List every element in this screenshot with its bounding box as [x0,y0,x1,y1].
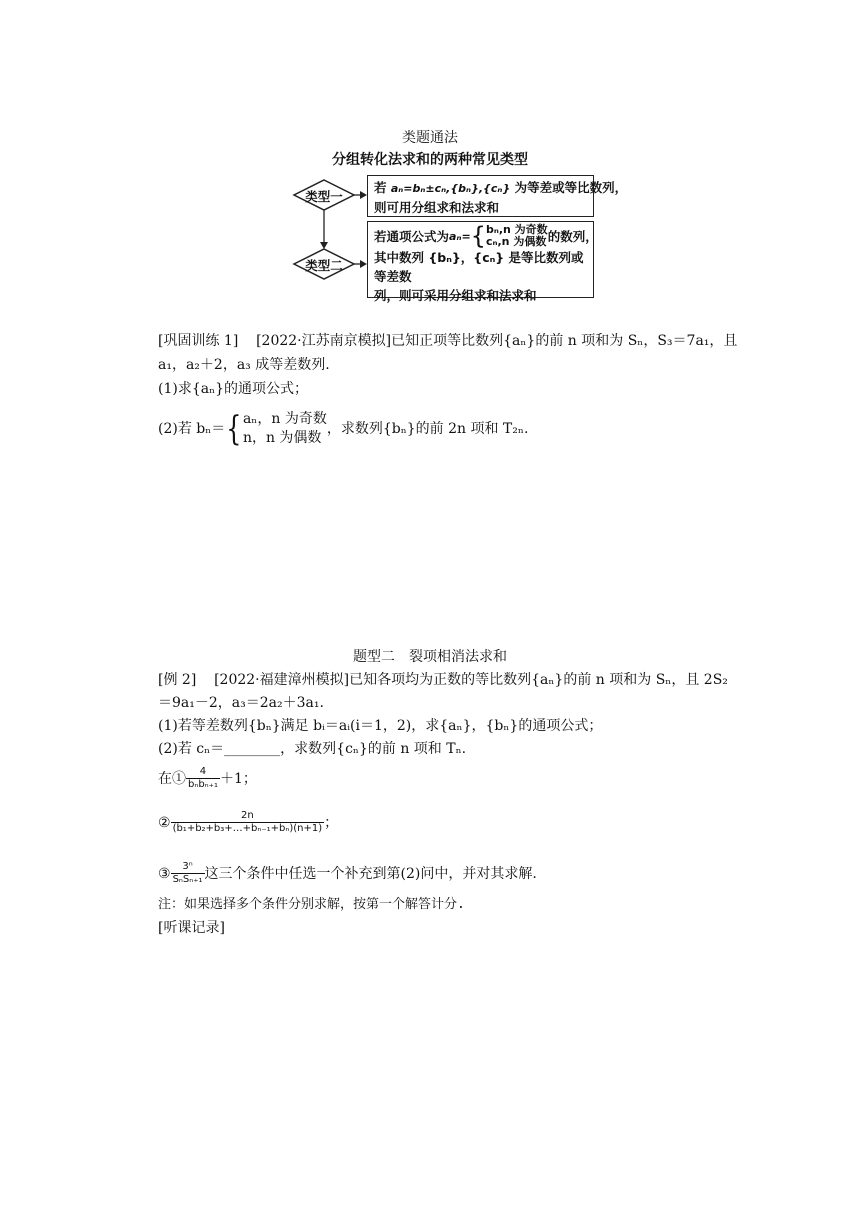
box2-case-even: cₙ,n 为偶数 [485,235,547,248]
practice1-q2: (2)若 bₙ＝ { aₙ，n 为奇数 n，n 为偶数 ，求数列{bₙ}的前 2n 项和 T₂ₙ. [158,409,529,449]
example2-q1: (1)若等差数列{bₙ}满足 bᵢ＝aᵢ(i＝1，2)，求{aₙ}，{bₙ}的通项公式； [158,718,603,734]
practice1-q1: (1)求{aₙ}的通项公式； [158,381,309,397]
practice1-line2: a₁，a₂＋2，a₃ 成等差数列. [158,357,330,373]
example2-line1: [例 2] [2022·福建漳州模拟]已知各项均为正数的等比数列{aₙ}的前 n 项和为 Sₙ，且 2S₂ [158,672,728,688]
practice1-tag: [巩固训练 1] [158,333,239,349]
type1-label: 类型一 [305,189,343,204]
section2-heading: 题型二 裂项相消法求和 [353,649,507,665]
q2-case-even: n，n 为偶数 [242,430,322,446]
type1-box: 若 aₙ=bₙ±cₙ,{bₙ},{cₙ} 为等差或等比数列， 则可用分组求和法求和 [367,175,594,217]
section-heading: 类题通法 [402,130,458,146]
note: 注：如果选择多个条件分别求解，按第一个解答计分. [158,897,465,912]
type2-label: 类型二 [305,258,343,273]
q2-case-odd: aₙ，n 为奇数 [242,411,327,427]
type2-box: 若通项公式为 aₙ= { bₙ,n 为奇数 cₙ,n 为偶数 的数列， 其中数列 {bₙ}，{cₙ} 是等比数列或等差数 列，则可采用分组求和法求和 [367,221,594,298]
record-label: [听课记录] [158,920,225,936]
example2-line2: ＝9a₁－2，a₃＝2a₂＋3a₁. [158,695,324,711]
practice1-source: [2022·江苏南京模拟] [256,333,392,349]
condition-3: ③ $\frac{\text{3ⁿ}}{\text{SₙSₙ₊₁}}$ 这三个条件中任选一个补充到第(2)问中，并对其求解. [158,861,537,885]
example2-source: [2022·福建漳州模拟] [214,672,350,688]
fraction-2: $\frac{2n}{\text{(b₁+b₂+b₃+…+bₙ₋₁+bₙ)(n+1)}}$ [172,810,323,834]
condition-1: 在① $\frac{4}{\text{bₙbₙ₊₁}}$ ＋1； [158,766,257,790]
practice1-line1: [巩固训练 1] [2022·江苏南京模拟]已知正项等比数列{aₙ}的前 n 项和为 Sₙ，S₃＝7a₁，且 [158,333,738,349]
fraction-3: $\frac{\text{3ⁿ}}{\text{SₙSₙ₊₁}}$ [172,861,203,885]
example2-q2: (2)若 cₙ＝________，求数列{cₙ}的前 n 项和 Tₙ. [158,741,467,757]
diagram-title: 分组转化法求和的两种常见类型 [332,152,528,168]
fraction-1: $\frac{4}{\text{bₙbₙ₊₁}}$ [188,766,218,790]
piecewise-brace: { [226,409,242,449]
box2-case-odd: bₙ,n 为奇数 [485,223,548,236]
example2-tag: [例 2] [158,672,197,688]
condition-2: ② $\frac{2n}{\text{(b₁+b₂+b₃+…+bₙ₋₁+bₙ)(n+1)}}$ ； [158,810,339,834]
